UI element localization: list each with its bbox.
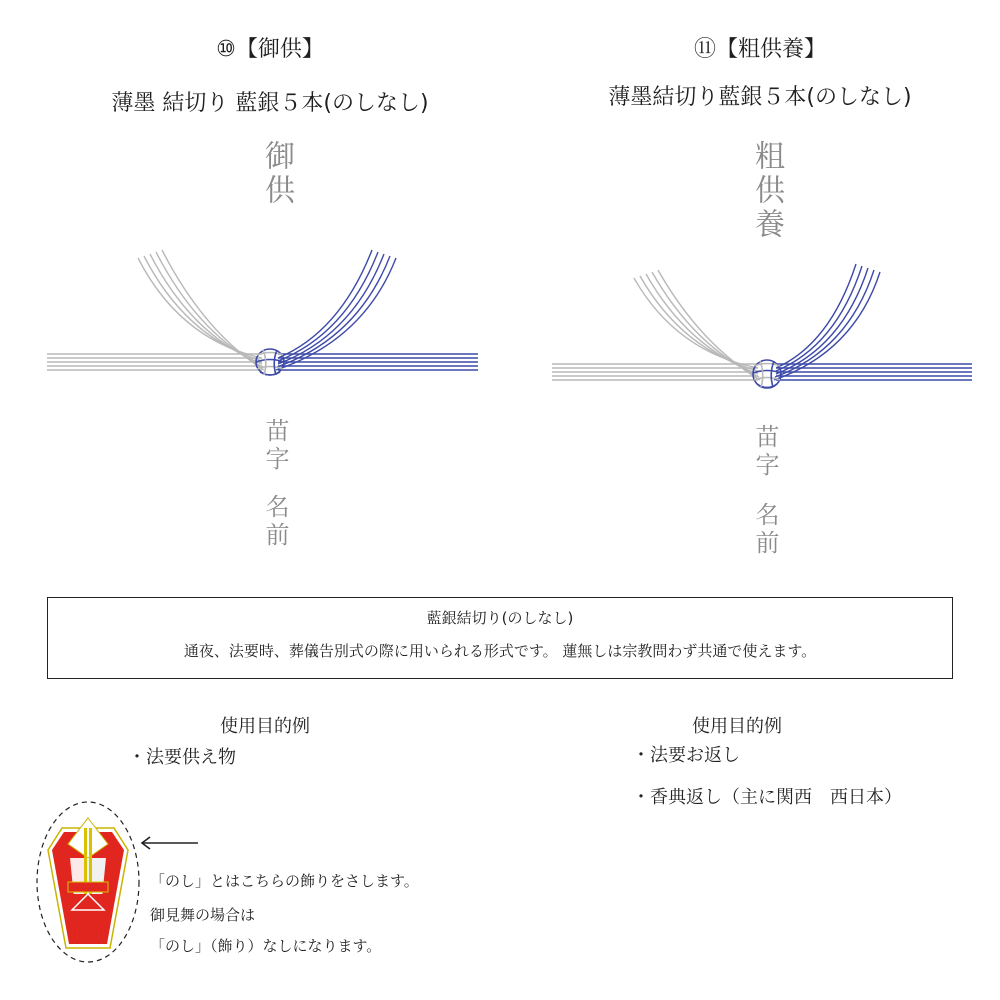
left-subtitle: 薄墨 結切り 藍銀５本(のしなし) [111,91,429,116]
right-use-item-2: ・香典返し（主に関西 西日本） [632,787,902,808]
left-title: ⑩【御供】 [216,37,324,62]
info-text: 通夜、法要時、葬儀告別式の際に用いられる形式です。 蓮無しは宗教問わず共通で使えます。 [183,642,817,660]
right-mizuhiki-knot [500,240,1000,400]
left-mizuhiki-knot [0,230,500,400]
left-omote-text: 御供 [259,140,294,208]
left-use-title: 使用目的例 [220,716,310,737]
noshi-note-line2: 御見舞の場合は [150,906,256,924]
noshi-ornament-illustration [28,798,148,968]
right-omote-text: 粗供養 [749,140,784,242]
right-surname: 苗字 [751,424,779,480]
right-subtitle: 薄墨結切り藍銀５本(のしなし) [608,85,912,110]
right-use-title: 使用目的例 [692,716,782,737]
info-box [47,597,953,679]
right-title: ⑪【粗供養】 [693,37,826,62]
arrow-left-icon [138,836,200,850]
right-use-item-1: ・法要お返し [632,745,740,766]
left-surname: 苗字 [261,418,289,474]
left-name: 名前 [261,494,289,550]
right-name: 名前 [751,502,779,558]
noshi-note-line3: 「のし」（飾り）なしになります。 [150,937,382,955]
left-use-item: ・法要供え物 [128,747,236,768]
noshi-note-line1: 「のし」とはこちらの飾りをさします。 [150,872,419,890]
info-heading: 藍銀結切り(のしなし) [426,609,574,627]
